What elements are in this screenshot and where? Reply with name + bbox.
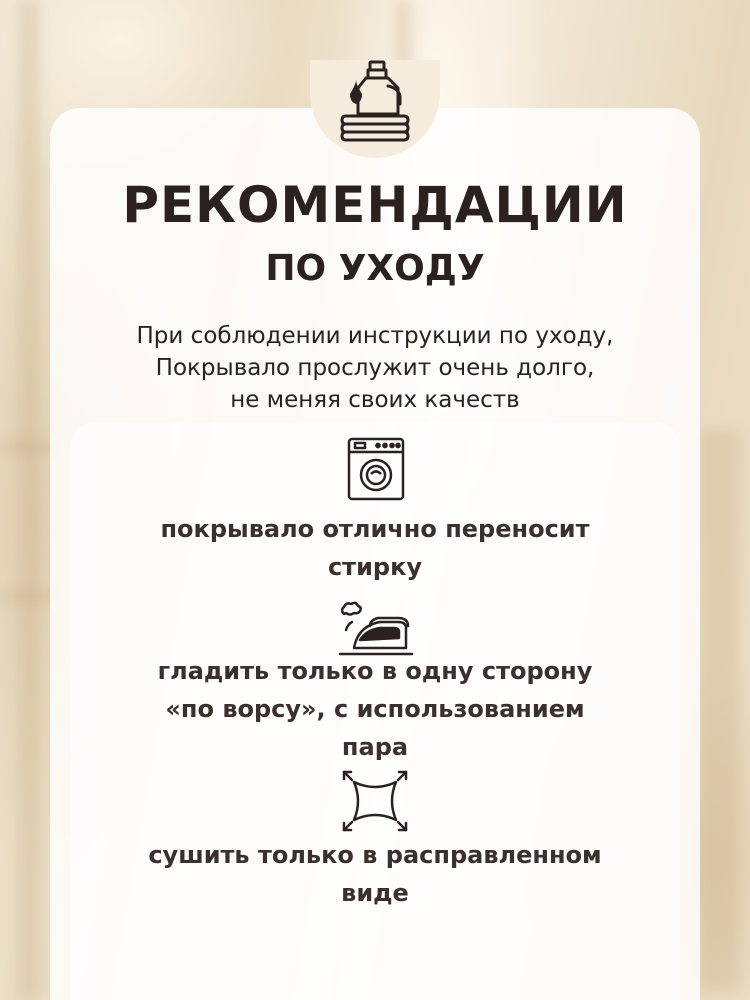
page-title: РЕКОМЕНДАЦИИ (122, 176, 628, 234)
care-item-line: виде (341, 879, 409, 907)
care-item-drying (0, 836, 750, 912)
care-item-line: покрывало отлично переносит (160, 515, 590, 543)
care-item-ironing (0, 652, 750, 766)
care-item-line: гладить только в одну сторону (157, 657, 593, 685)
page-subtitle: ПО УХОДУ (265, 248, 485, 289)
care-item-washing (0, 510, 750, 586)
intro-line: не меняя своих качеств (230, 387, 520, 413)
intro-text (0, 320, 750, 416)
intro-line: При соблюдении инструкции по уходу, (136, 323, 614, 349)
washing-machine-icon (346, 436, 406, 502)
intro-line: Покрывало прослужит очень долго, (155, 355, 595, 381)
care-item-line: стирку (327, 553, 423, 581)
stretch-fabric-icon (340, 768, 410, 834)
care-item-line: сушить только в расправленном (148, 841, 602, 869)
steam-iron-icon (336, 600, 416, 658)
care-item-line: пара (341, 733, 409, 761)
care-item-line: «по ворсу», с использованием (165, 695, 585, 723)
detergent-and-towels-icon (340, 58, 412, 148)
